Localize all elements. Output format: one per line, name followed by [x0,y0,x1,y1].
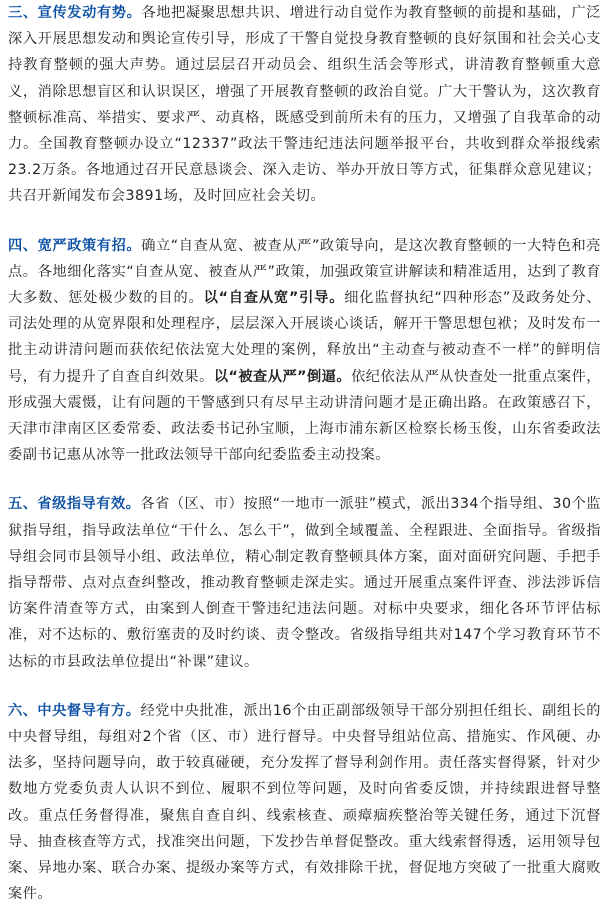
section-body: 各省（区、市）按照“一地市一派驻”模式，派出334个指导组、30个监狱指导组，指导政法单位“干什么、怎么干”，做到全域覆盖、全程跟进、全面指导。省级指导组会同市县领导小组、政法单位，精心制定教育整顿具体方案，面对面研究问题、手把手指导帮带、点对点查纠整改，推动教育整顿走深走实。通过开展重点案件评查、涉法涉诉信访案件清查等方式，由案到人倒查干警违纪违法问题。对标中央要求，细化各环节评估标准，对不达标的、敷衍塞责的及时约谈、责令整改。省级指导组共对147个学习教育环节不达标的市县政法单位提出“补课”建议。 [8,496,601,670]
section-central-supervision [8,698,601,908]
section-body: 各地把凝聚思想共识、增进行动自觉作为教育整顿的前提和基础，广泛深入开展思想发动和舆论宣传引导，形成了干警自觉投身教育整顿的良好氛围和社会关心支持教育整顿的强大声势。通过层层召开动员会、组织生活会等形式，讲清教育整顿重大意义，消除思想盲区和认识误区，增强了开展教育整顿的政治自觉。广大干警认为，这次教育整顿标准高、举措实、要求严、动真格，既感受到前所未有的压力，又增强了自我革命的动力。全国教育整顿办设立“12337”政法干警违纪违法问题举报平台，共收到群众举报线索23.2万条。各地通过召开民意恳谈会、深入走访、举办开放日等方式，征集群众意见建议；共召开新闻发布会3891场，及时回应社会关切。 [8,5,601,205]
section-body: 细化监督执纪“四种形态”及政务处分、司法处理的从宽界限和处理程序，层层深入开展谈心谈话，解开干警思想包袱；及时发布一批主动讲清问题而获依纪依法宽大处理的案例，释放出“主动查与被动查不一样”的鲜明信号，有力提升了自查自纠效果。 [8,290,601,385]
section-policy [8,233,601,469]
bold-lead-in: 以“被查从严”倒逼。 [213,368,352,385]
section-heading: 五、省级指导有效。 [8,496,141,513]
section-heading: 三、宣传发动有势。 [8,5,142,21]
section-body: 依纪依法从严从快查处一批重点案件，形成强大震慑，让有问题的干警感到只有尽早主动讲清问题才是正确出路。在政策感召下，天津市津南区区委常委、政法委书记孙宝顺，上海市浦东新区检察长杨玉俊，山东省委政法委副书记惠从冰等一批政法领导干部向纪委监委主动投案。 [8,368,601,464]
section-provincial-guidance [8,491,601,674]
section-body: 经党中央批准，派出16个由正副部级领导干部分别担任组长、副组长的中央督导组，每组对2个省（区、市）进行督导。中央督导组站位高、措施实、作风硬、办法多，坚持问题导向，敢于较真碰硬，充分发挥了督导利剑作用。责任落实督得紧，针对少数地方党委负责人认识不到位、履职不到位等问题，及时向省委反馈，并持续跟进督导整改。重点任务督得准，聚焦自查自纠、线索核查、顽瘴痼疾整治等关键任务，通过下沉督导、抽查核查等方式，找准突出问题，下发抄告单督促整改。重大线索督得透，运用领导包案、异地办案、联合办案、提级办案等方式，有效排除干扰，督促地方突破了一批重大腐败案件。 [8,702,601,903]
section-heading: 六、中央督导有方。 [8,702,141,719]
bold-lead-in: 以“自查从宽”引导。 [203,290,345,307]
section-publicity [8,0,601,210]
section-body: 确立“自查从宽、被查从严”政策导向，是这次教育整顿的一大特色和亮点。各地细化落实“自查从宽、被查从严”政策，加强政策宣讲解读和精准适用，达到了教育大多数、惩处极少数的目的。 [8,237,601,307]
section-heading: 四、宽严政策有招。 [8,237,142,254]
